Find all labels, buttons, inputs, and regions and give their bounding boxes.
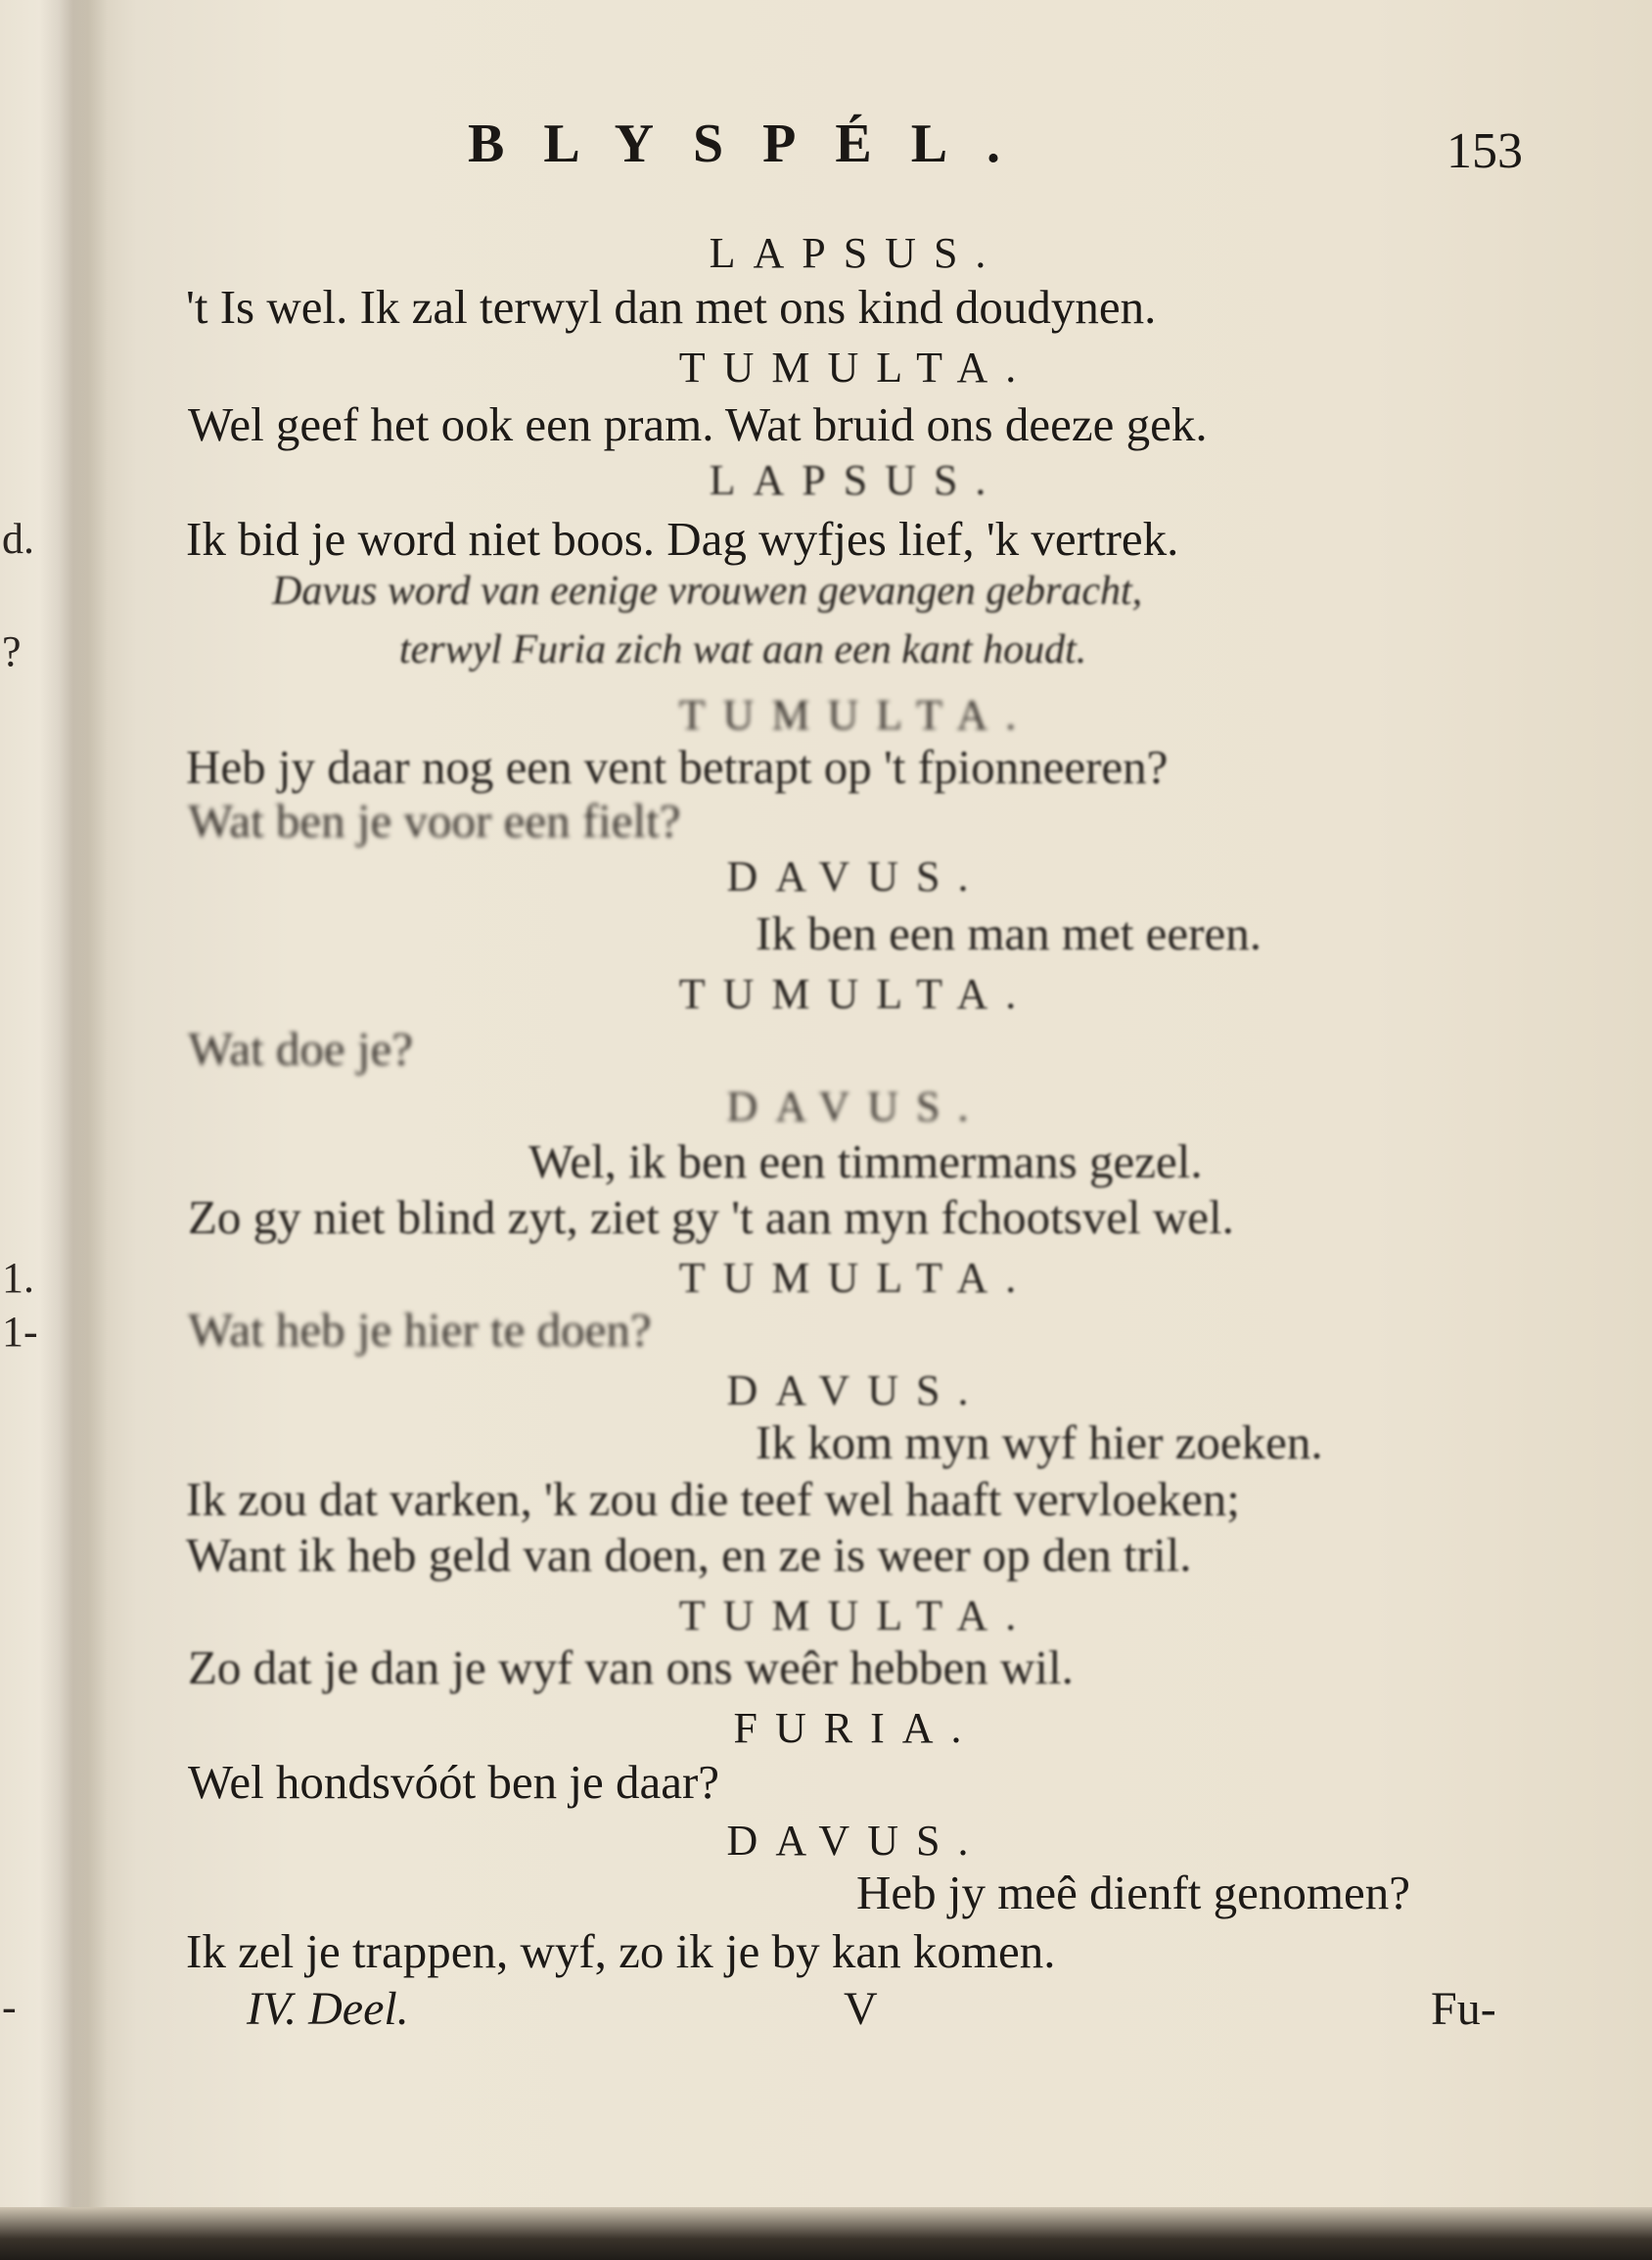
speaker-name: FURIA. <box>733 1704 980 1752</box>
verse-line: Zo gy niet blind zyt, ziet gy 't aan myn fchootsvel wel. <box>188 1190 1234 1244</box>
verse-line: Wel geef het ook een pram. Wat bruid ons deeze gek. <box>188 397 1208 451</box>
stage-direction: Davus word van eenige vrouwen gevangen gebracht, <box>272 569 1143 614</box>
page-bottom-edge <box>0 2207 1652 2260</box>
margin-mark: d. <box>2 515 34 563</box>
speaker-name: DAVUS. <box>726 853 987 900</box>
page-number: 153 <box>1446 123 1523 179</box>
speaker-name: TUMULTA. <box>678 691 1034 739</box>
verse-line: Ik ben een man met eeren. <box>756 906 1262 960</box>
verse-line: Wel, ik ben een timmermans gezel. <box>528 1134 1203 1188</box>
verse-line: Ik zou dat varken, 'k zou die teef wel haaft vervloeken; <box>186 1472 1240 1526</box>
verse-line: Heb jy meê dienft genomen? <box>856 1866 1411 1919</box>
speaker-name: TUMULTA. <box>678 344 1034 392</box>
stage-direction: terwyl Furia zich wat aan een kant houdt. <box>399 627 1087 672</box>
verse-line: Wat ben je voor een fielt? <box>188 794 681 848</box>
verse-line: Want ik heb geld van doen, en ze is weer op den tril. <box>186 1528 1192 1582</box>
running-header: BLYSPÉL. <box>468 114 1040 174</box>
footer-volume: IV. Deel. <box>247 1983 409 2035</box>
speaker-name: DAVUS. <box>726 1083 987 1130</box>
speaker-name: LAPSUS. <box>709 229 1004 277</box>
margin-mark: - <box>2 1983 17 2031</box>
verse-line: Wat heb je hier te doen? <box>188 1303 652 1357</box>
verse-line: Ik zel je trappen, wyf, zo ik je by kan komen. <box>186 1924 1056 1978</box>
speaker-name: LAPSUS. <box>709 456 1004 504</box>
verse-line: Zo dat je dan je wyf van ons weêr hebben wil. <box>188 1640 1074 1694</box>
speaker-name: TUMULTA. <box>678 970 1034 1018</box>
footer-catchword: Fu- <box>1431 1983 1496 2035</box>
speaker-name: TUMULTA. <box>678 1254 1034 1302</box>
verse-line: Wel hondsvóót ben je daar? <box>188 1755 720 1809</box>
verse-line: Ik kom myn wyf hier zoeken. <box>756 1415 1323 1469</box>
speaker-name: TUMULTA. <box>678 1591 1034 1639</box>
verse-line: Wat doe je? <box>188 1022 414 1076</box>
verse-line: 't Is wel. Ik zal terwyl dan met ons kind doudynen. <box>186 280 1157 334</box>
verse-line: Heb jy daar nog een vent betrapt op 't fpionneeren? <box>186 740 1169 794</box>
margin-mark: 1. <box>2 1254 34 1302</box>
margin-mark: ? <box>2 627 22 675</box>
margin-mark: 1- <box>2 1308 38 1356</box>
footer-signature: V <box>844 1983 878 2035</box>
speaker-name: DAVUS. <box>726 1817 987 1865</box>
speaker-name: DAVUS. <box>726 1366 987 1414</box>
verse-line: Ik bid je word niet boos. Dag wyfjes lief, 'k vertrek. <box>186 512 1179 566</box>
